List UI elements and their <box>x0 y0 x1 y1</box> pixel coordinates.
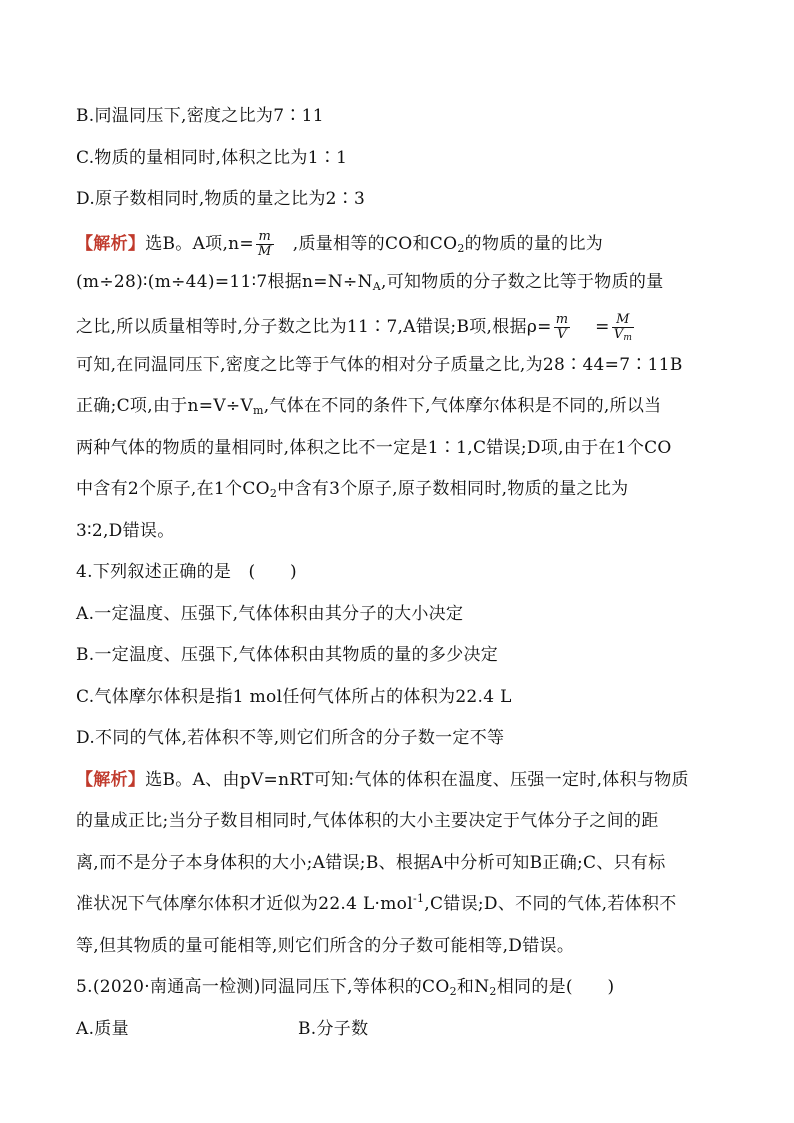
option-4d: D.不同的气体,若体积不等,则它们所含的分子数一定不等 <box>76 728 505 748</box>
solution-4-line-2: 的量成正比;当分子数目相同时,气体体积的大小主要决定于气体分子之间的距 <box>76 811 659 831</box>
option-3d: D.原子数相同时,物质的量之比为2∶3 <box>76 189 366 209</box>
solution-3-line-7: 中含有2个原子,在1个$CO_2$中含有3个原子,原子数相同时,物质的量之比为 <box>76 479 629 500</box>
question-5: 5.(2020·南通高一检测)同温同压下,等体积的$CO_2$和$N_2$相同的是( ) <box>76 977 615 998</box>
solution-3-line-2: (m÷28)∶(m÷44)=11∶7根据$n=N\div N_A$,可知物质的分子数之比等于物质的量 <box>76 272 664 293</box>
fraction-m-over-M: $\frac{m}{M}$ <box>257 229 272 259</box>
solution-3-line-3: 之比,所以质量相等时,分子数之比为11∶7,A错误;B项,根据ρ= $\frac{m}{V}$ = $\frac{M}{V_m}$ <box>76 312 633 343</box>
option-3c: C.物质的量相同时,体积之比为1∶1 <box>76 148 348 168</box>
solution-3-line-6: 两种气体的物质的量相同时,体积之比不一定是1∶1,C错误;D项,由于在1个CO <box>76 438 672 458</box>
solution-tag: 【解析】 <box>76 234 146 254</box>
option-4b: B.一定温度、压强下,气体体积由其物质的量的多少决定 <box>76 645 499 665</box>
solution-4-line-3: 离,而不是分子本身体积的大小;A错误;B、根据A中分析可知B正确;C、只有标 <box>76 853 666 873</box>
solution-4-line-5: 等,但其物质的量可能相等,则它们所含的分子数可能相等,D错误。 <box>76 936 575 956</box>
question-4: 4.下列叙述正确的是 ( ) <box>76 562 297 582</box>
option-3b: B.同温同压下,密度之比为7∶11 <box>76 106 324 126</box>
option-4a: A.一定温度、压强下,气体体积由其分子的大小决定 <box>76 604 464 624</box>
solution-3-line-1: 【解析】选B。A项,n= $\frac{m}{M}$ ,质量相等的CO和$CO_2$的物质的量的比为 <box>76 229 604 259</box>
solution-4-line-4: 准状况下气体摩尔体积才近似为22.4 L·mol$^{-1}$,C错误;D、不同的气体,若体积不 <box>76 892 677 914</box>
option-5b: B.分子数 <box>298 1019 369 1039</box>
solution-tag: 【解析】 <box>76 770 146 790</box>
option-4c: C.气体摩尔体积是指1 mol任何气体所占的体积为22.4 L <box>76 687 512 707</box>
solution-3-line-8: 3∶2,D错误。 <box>76 521 175 541</box>
solution-3-line-5: 正确;C项,由于$n=V\div V_m$,气体在不同的条件下,气体摩尔体积是不同的,所以当 <box>76 396 662 417</box>
option-5a: A.质量 <box>76 1019 129 1039</box>
solution-4-line-1: 【解析】选B。A、由pV=nRT可知:气体的体积在温度、压强一定时,体积与物质 <box>76 770 689 790</box>
solution-3-line-4: 可知,在同温同压下,密度之比等于气体的相对分子质量之比,为28∶44=7∶11B <box>76 355 683 375</box>
fraction-m-over-V: $\frac{m}{V}$ <box>555 312 569 342</box>
fraction-M-over-Vm: $\frac{M}{V_m}$ <box>613 312 633 343</box>
